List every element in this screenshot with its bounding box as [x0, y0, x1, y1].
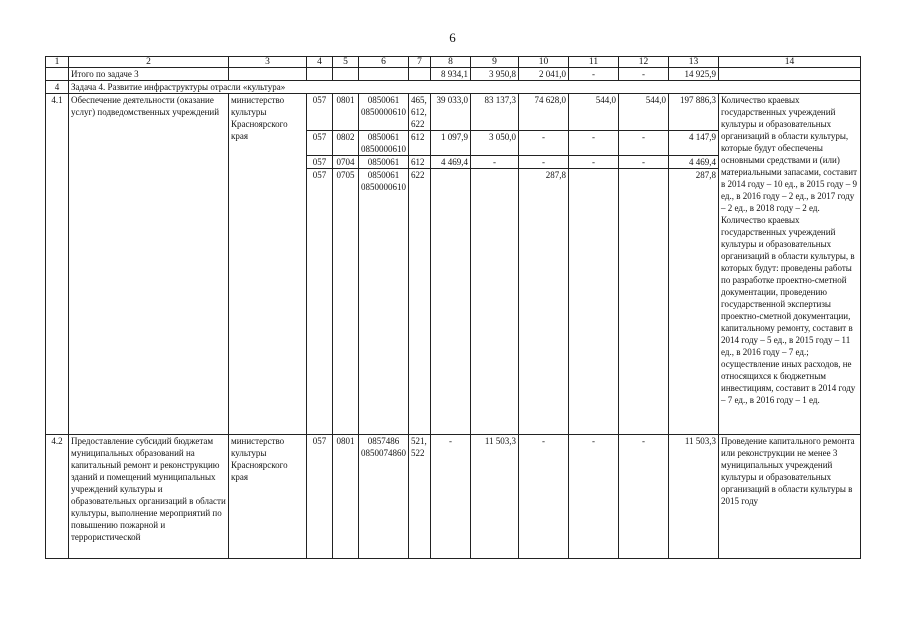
- total-v10: 2 041,0: [519, 68, 569, 81]
- table-row: [46, 94, 861, 131]
- measure-name: Обеспечение деятельности (оказание услуг) подведомственных учреждений: [69, 94, 229, 435]
- total-label: Итого по задаче 3: [69, 68, 229, 81]
- cell-expense-type: 612: [409, 156, 431, 169]
- cell-v10: 74 628,0: [519, 94, 569, 131]
- col-header: 9: [471, 57, 519, 68]
- cell-v8: 4 469,4: [431, 156, 471, 169]
- cell-section: 0801: [333, 435, 359, 559]
- cell-v11: 544,0: [569, 94, 619, 131]
- cell-v12: -: [619, 156, 669, 169]
- col-header: 1: [46, 57, 69, 68]
- cell-v13: 197 886,3: [669, 94, 719, 131]
- col-header: 5: [333, 57, 359, 68]
- cell-grbs: 057: [307, 131, 333, 156]
- cell-v11: -: [569, 435, 619, 559]
- cell-v13: 4 147,9: [669, 131, 719, 156]
- task-title: Задача 4. Развитие инфраструктуры отрасли «культура»: [69, 81, 861, 94]
- cell-v11: [569, 169, 619, 435]
- col-header: 12: [619, 57, 669, 68]
- cell-v10: -: [519, 435, 569, 559]
- cell-v13: 11 503,3: [669, 435, 719, 559]
- cell-v9: [471, 169, 519, 435]
- total-row: [46, 68, 861, 81]
- cell-v10: -: [519, 131, 569, 156]
- measure-name: Предоставление субсидий бюджетам муниципальных образований на капитальный ремонт и реконструкцию зданий и помещений муниципальных учреждений культуры и образовательных организаций в области культуры, выполнение мероприятий по повышению пожарной и террористической: [69, 435, 229, 559]
- cell-v12: -: [619, 435, 669, 559]
- cell-v9: 3 050,0: [471, 131, 519, 156]
- cell-v12: -: [619, 131, 669, 156]
- col-header: 6: [359, 57, 409, 68]
- col-header: 4: [307, 57, 333, 68]
- task-number: 4: [46, 81, 69, 94]
- cell-v9: -: [471, 156, 519, 169]
- cell-grbs: 057: [307, 435, 333, 559]
- cell-target-code: 0857486 0850074860: [359, 435, 409, 559]
- col-header: 10: [519, 57, 569, 68]
- col-header: 13: [669, 57, 719, 68]
- total-v11: -: [569, 68, 619, 81]
- responsible-body: министерство культуры Красноярского края: [229, 435, 307, 559]
- col-header: 14: [719, 57, 861, 68]
- expected-result: Количество краевых государственных учреждений культуры и образовательных организаций в области культуры, которые будут обеспечены основными средствами и (или) материальными запасами, составит в 2014 году – 10 ед., в 2015 году – 9 ед., в 2016 году – 2 ед., в 2017 году – 2 ед., в 2018 году – 2 ед. Количество краевых государственных учреждений культуры и образовательных организаций в области культуры, в которых будут: проведены работы по разработке проектно-сметной документации, проведению государственной экспертизы проектно-сметной документации, капитальному ремонту, составит в 2014 году – 5 ед., в 2015 году – 11 ед., в 2016 году – 7 ед.; осуществление иных расходов, не относящихся к бюджетным инвестициям, составит в 2014 году – 7 ед., в 2016 году – 1 ед.: [719, 94, 861, 435]
- cell-v8: -: [431, 435, 471, 559]
- cell-v13: 287,8: [669, 169, 719, 435]
- col-header: 7: [409, 57, 431, 68]
- budget-table: [45, 56, 861, 559]
- cell-v11: -: [569, 156, 619, 169]
- page-number: 6: [449, 30, 456, 45]
- header-row: [46, 57, 861, 68]
- row-number: 4.2: [46, 435, 69, 559]
- cell-v9: 11 503,3: [471, 435, 519, 559]
- cell-v12: [619, 169, 669, 435]
- cell-v10: -: [519, 156, 569, 169]
- total-v9: 3 950,8: [471, 68, 519, 81]
- expected-result: Проведение капитального ремонта или реконструкции не менее 3 муниципальных учреждений культуры и образовательных организаций в области культуры в 2015 году: [719, 435, 861, 559]
- table-row: [46, 435, 861, 559]
- total-v8: 8 934,1: [431, 68, 471, 81]
- cell-section: 0705: [333, 169, 359, 435]
- col-header: 2: [69, 57, 229, 68]
- cell-target-code: 0850061: [359, 156, 409, 169]
- cell-v12: 544,0: [619, 94, 669, 131]
- cell-v9: 83 137,3: [471, 94, 519, 131]
- cell-expense-type: 622: [409, 169, 431, 435]
- cell-v8: 1 097,9: [431, 131, 471, 156]
- cell-expense-type: 521, 522: [409, 435, 431, 559]
- col-header: 11: [569, 57, 619, 68]
- task-row: [46, 81, 861, 94]
- cell-target-code: 0850061 0850000610: [359, 131, 409, 156]
- total-v13: 14 925,9: [669, 68, 719, 81]
- total-v12: -: [619, 68, 669, 81]
- cell-v10: 287,8: [519, 169, 569, 435]
- cell-v8: [431, 169, 471, 435]
- col-header: 8: [431, 57, 471, 68]
- cell-v11: -: [569, 131, 619, 156]
- cell-grbs: 057: [307, 169, 333, 435]
- cell-expense-type: 612: [409, 131, 431, 156]
- cell-section: 0802: [333, 131, 359, 156]
- responsible-body: министерство культуры Красноярского края: [229, 94, 307, 435]
- cell-grbs: 057: [307, 94, 333, 131]
- cell-v13: 4 469,4: [669, 156, 719, 169]
- cell-section: 0801: [333, 94, 359, 131]
- cell-expense-type: 465, 612, 622: [409, 94, 431, 131]
- col-header: 3: [229, 57, 307, 68]
- row-number: 4.1: [46, 94, 69, 435]
- cell-target-code: 0850061 0850000610: [359, 169, 409, 435]
- cell-v8: 39 033,0: [431, 94, 471, 131]
- cell-target-code: 0850061 0850000610: [359, 94, 409, 131]
- cell-grbs: 057: [307, 156, 333, 169]
- cell-section: 0704: [333, 156, 359, 169]
